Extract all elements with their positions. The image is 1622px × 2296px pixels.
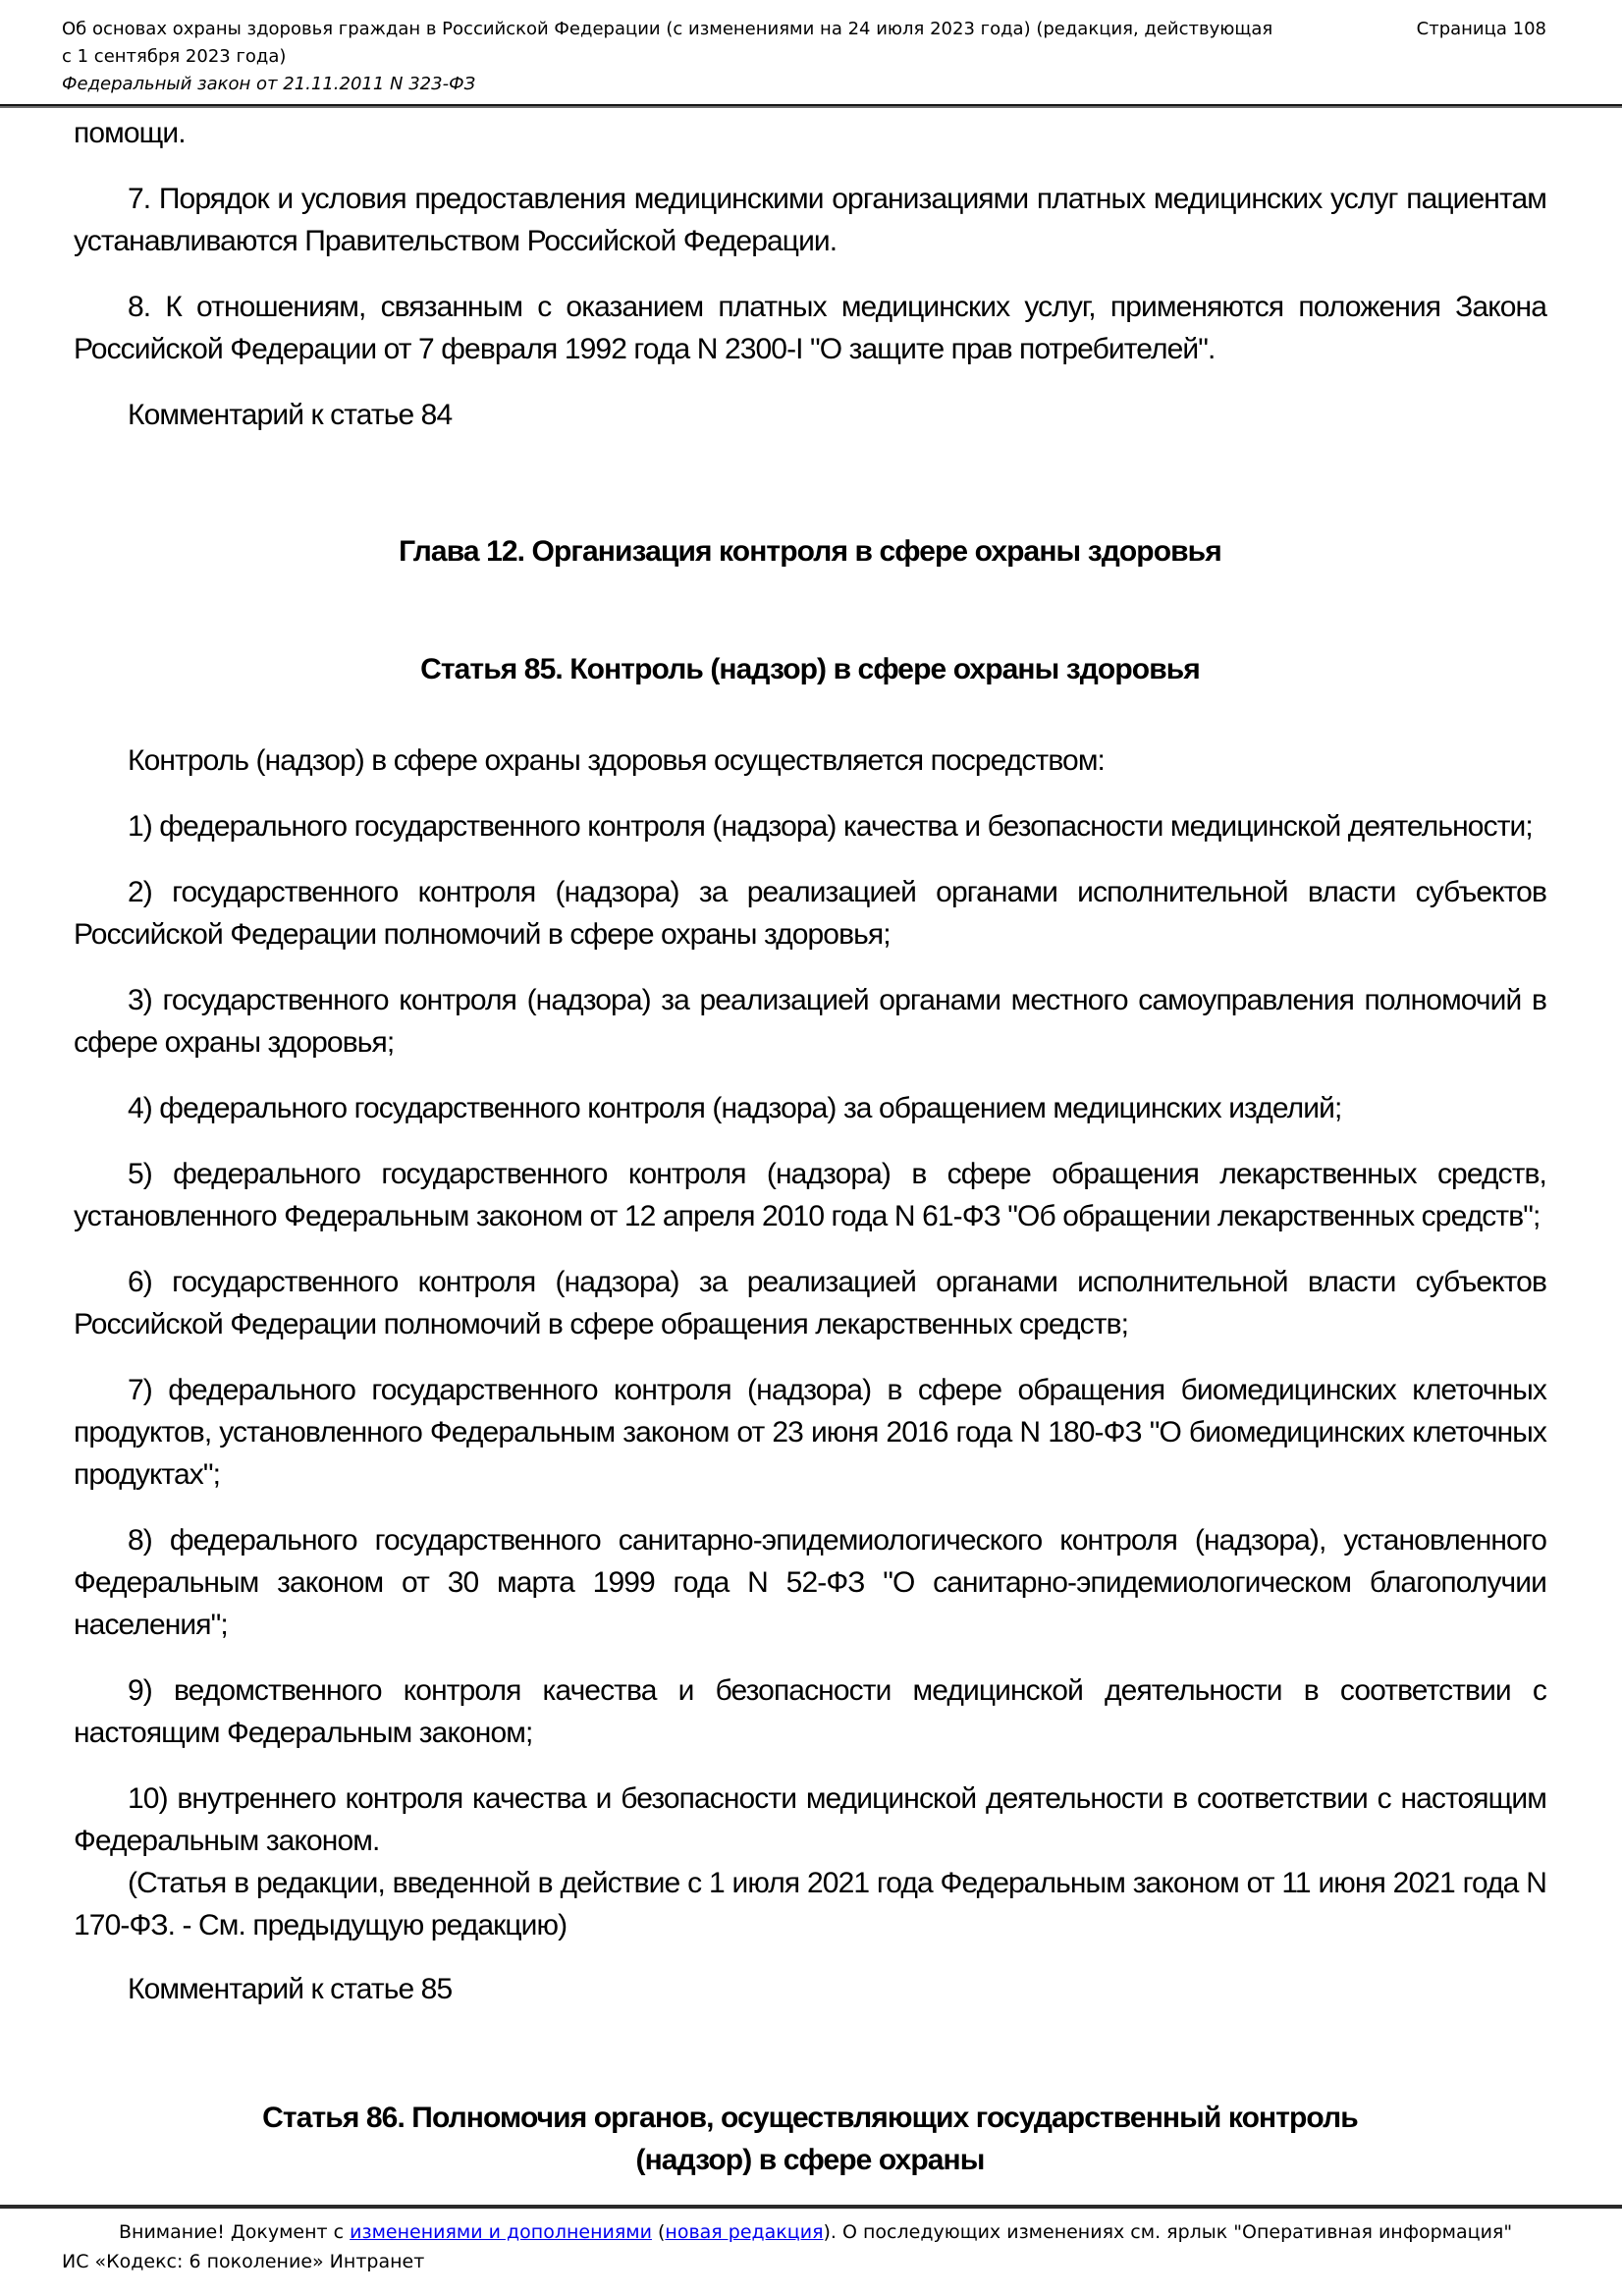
paragraph-point-7: 7. Порядок и условия предоставления медицинскими организациями платных медицинских услуг пациентам устанавливаются Правительством Российской Федерации. bbox=[74, 183, 1546, 257]
footer-text bbox=[0, 2209, 1622, 2296]
paragraph-continuation: помощи. bbox=[74, 117, 186, 149]
footer-notice-middle: ( bbox=[651, 2221, 666, 2243]
list-item-4: 4) федерального государственного контроля (надзора) за обращением медицинских изделий; bbox=[128, 1092, 1342, 1124]
document-title bbox=[62, 16, 1333, 71]
document-title-line1: Об основах охраны здоровья граждан в Российской Федерации (с изменениями на 24 июля 2023 года) (редакция, действующая bbox=[62, 19, 1273, 39]
document-title-line2: с 1 сентября 2023 года) bbox=[62, 46, 287, 67]
changes-and-additions-link[interactable]: изменениями и дополнениями bbox=[350, 2221, 652, 2243]
list-item-8: 8) федерального государственного санитарно-эпидемиологического контроля (надзора), установленного Федеральным законом от 30 марта 1999 года N 52-ФЗ "О санитарно-эпидемиологическом благополучии населения"; bbox=[74, 1524, 1546, 1641]
paragraph-intro: Контроль (надзор) в сфере охраны здоровья осуществляется посредством: bbox=[128, 744, 1105, 777]
list-item-3: 3) государственного контроля (надзора) за реализацией органами местного самоуправления полномочий в сфере охраны здоровья; bbox=[74, 984, 1546, 1059]
comment-article-85: Комментарий к статье 85 bbox=[128, 1973, 453, 2005]
page-header bbox=[0, 0, 1622, 98]
footer-notice-prefix: Внимание! Документ с bbox=[119, 2221, 351, 2243]
article-85-heading: Статья 85. Контроль (надзор) в сфере охраны здоровья bbox=[420, 653, 1200, 685]
list-item-9: 9) ведомственного контроля качества и безопасности медицинской деятельности в соответствии с настоящим Федеральным законом; bbox=[74, 1674, 1546, 1749]
document-law-reference: Федеральный закон от 21.11.2011 N 323-ФЗ bbox=[62, 74, 476, 94]
footer-notice bbox=[62, 2217, 1560, 2247]
list-item-1: 1) федерального государственного контроля (надзора) качества и безопасности медицинской деятельности; bbox=[128, 810, 1533, 843]
revision-note: (Статья в редакции, введенной в действие с 1 июля 2021 года Федеральным законом от 11 июня 2021 года N 170-ФЗ. - См. предыдущую редакцию) bbox=[74, 1867, 1546, 1941]
article-86-heading: Статья 86. Полномочия органов, осуществляющих государственный контроль (надзор) в сфере охраны bbox=[262, 2102, 1358, 2176]
list-item-10: 10) внутреннего контроля качества и безопасности медицинской деятельности в соответствии с настоящим Федеральным законом. bbox=[74, 1782, 1546, 1857]
page-footer bbox=[0, 2205, 1622, 2296]
page-number-label: Страница 108 bbox=[1416, 19, 1546, 39]
list-item-5: 5) федерального государственного контроля (надзора) в сфере обращения лекарственных средств, установленного Федеральным законом от 12 апреля 2010 года N 61-ФЗ "Об обращении лекарственных средств"; bbox=[74, 1158, 1546, 1232]
list-item-6: 6) государственного контроля (надзора) за реализацией органами исполнительной власти субъектов Российской Федерации полномочий в сфере обращения лекарственных средств; bbox=[74, 1266, 1546, 1340]
new-edition-link[interactable]: новая редакция bbox=[665, 2221, 824, 2243]
comment-article-84: Комментарий к статье 84 bbox=[128, 399, 453, 431]
list-item-2: 2) государственного контроля (надзора) за реализацией органами исполнительной власти субъектов Российской Федерации полномочий в сфере охраны здоровья; bbox=[74, 876, 1546, 951]
paragraph-point-8: 8. К отношениям, связанным с оказанием платных медицинских услуг, применяются положения Закона Российской Федерации от 7 февраля 1992 года N 2300-I "О защите прав потребителей". bbox=[74, 291, 1546, 365]
footer-system-label: ИС «Кодекс: 6 поколение» Интранет bbox=[62, 2251, 425, 2272]
list-item-7: 7) федерального государственного контроля (надзора) в сфере обращения биомедицинских клеточных продуктов, установленного Федеральным законом от 23 июня 2016 года N 180-ФЗ "О биомедицинских клеточных продуктах"; bbox=[74, 1374, 1546, 1491]
footer-notice-suffix: ). О последующих изменениях см. ярлык "Оперативная информация" bbox=[823, 2221, 1513, 2243]
document-body bbox=[0, 108, 1622, 2181]
chapter-12-heading: Глава 12. Организация контроля в сфере охраны здоровья bbox=[399, 535, 1221, 568]
